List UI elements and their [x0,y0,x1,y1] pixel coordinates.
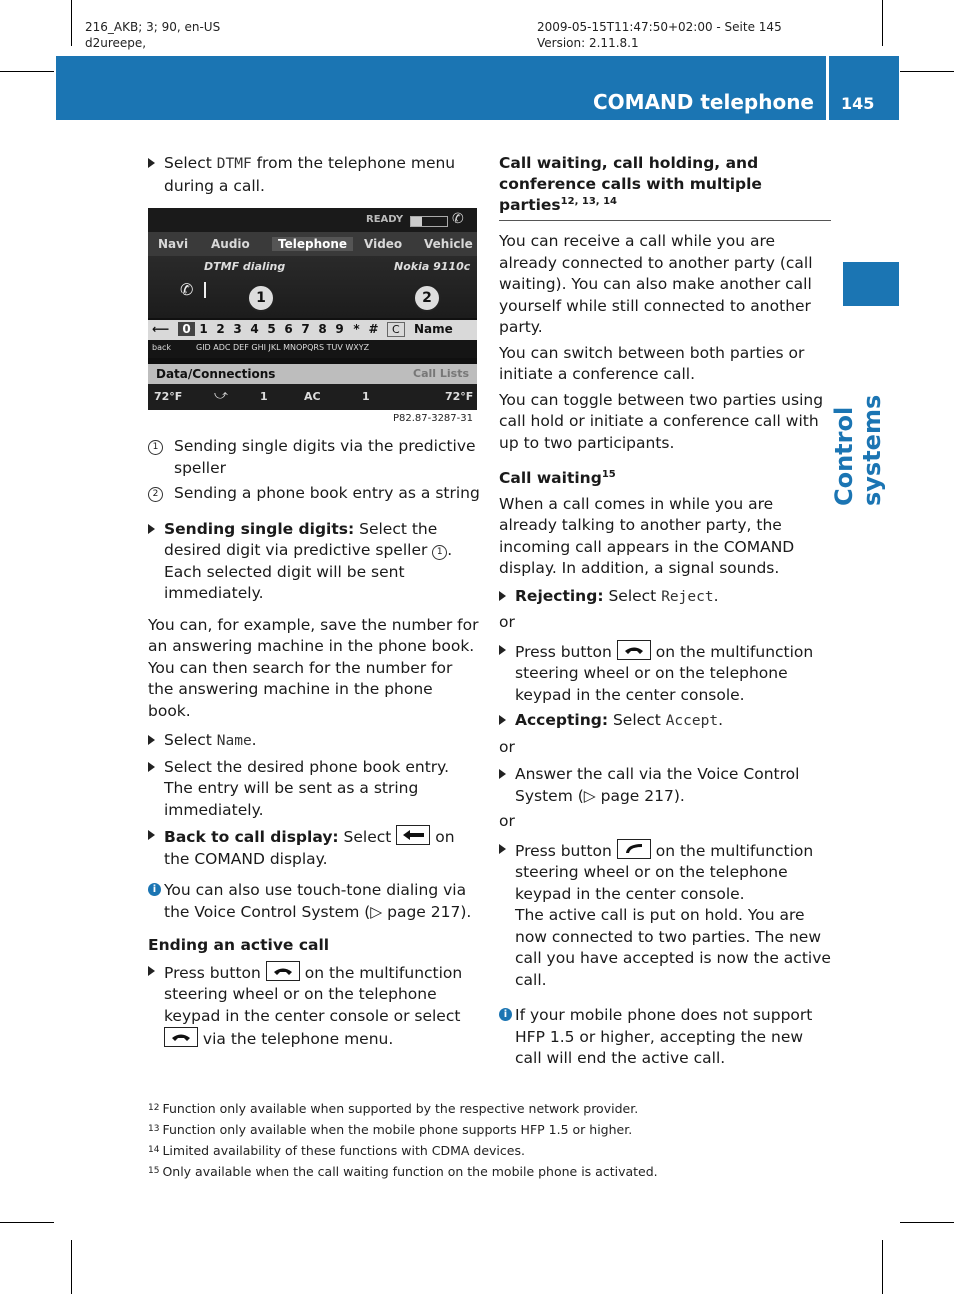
step-text: Press button [515,841,617,860]
instruction-step [148,730,480,753]
footnote-number: 15 [148,1166,160,1176]
temp-right: 72°F [445,390,474,403]
comand-display-screenshot [148,208,477,428]
or-separator: or [499,613,515,631]
tab-telephone: Telephone [272,237,353,251]
print-meta-left [85,19,220,51]
tab-navi: Navi [158,237,189,251]
device-label: Nokia 9110c [394,260,471,273]
step-text: Select the desired digit via predictive speller [164,519,438,559]
step-text: from the telephone menu during a call. [164,154,456,195]
step-text: on the multifunction steering wheel or on the telephone keypad in the center console. [515,841,814,903]
speller-digit: 9 [335,322,344,336]
step-text: Answer the call via the Voice Control System (▷ page 217). [515,765,800,805]
data-connections-row [148,364,477,384]
section-heading: Ending an active call [148,936,330,954]
step-text: on the multifunction steering wheel or on the telephone keypad in the center console or select [164,963,463,1025]
right-column [499,153,831,1080]
speller-digit: 3 [233,322,242,336]
arrow-bullet-icon [148,762,155,772]
cursor [204,282,206,298]
meta-line: d2ureepe, [85,36,147,50]
heading-text: Call waiting, call holding, and conference calls with multiple parties [499,154,762,214]
speller-digit: 8 [318,322,327,336]
side-tab-label: Control systems [830,394,886,506]
arrow-bullet-icon [499,591,506,601]
call-area [148,256,477,318]
info-note [499,1005,831,1070]
arrow-bullet-icon [499,769,506,779]
crop-mark [900,71,954,72]
speller-digit: 2 [216,322,225,336]
heading-text: Call waiting [499,469,602,487]
step-continuation: The active call is put on hold. You are now connected to two parties. The new call you have accepted is now the active call. [515,906,831,989]
note-text: You can also use touch-tone dialing via the Voice Control System (▷ page 217). [164,881,472,921]
info-icon: i [148,883,161,896]
name-key: Name [414,322,453,336]
instruction-step [499,710,831,733]
meta-line: Version: 2.11.8.1 [537,36,639,50]
callout-1: 1 [247,284,275,312]
legend-text: Sending a phone book entry as a string [174,484,480,502]
step-text: Press button [515,642,617,661]
step-text: Select [338,828,397,846]
temp-left: 72°F [154,390,183,403]
step-text: Select [603,586,662,605]
step-label: Rejecting: [515,586,604,605]
instruction-step [499,586,831,609]
phone-icon: ✆ [180,280,194,299]
speller-digit: * [353,322,360,336]
arrow-bullet-icon [148,830,155,840]
arrow-bullet-icon [148,966,155,976]
print-meta-right [537,19,782,51]
step-text: . [447,541,453,559]
status-bar [148,208,477,232]
seat-right: 1 [362,390,370,403]
meta-line: 216_AKB; 3; 90, en-US [85,20,221,34]
climate-row [148,384,477,410]
step-text: . [718,711,724,729]
paragraph: You can, for example, save the number for an answering machine in the phone book. You can then search for the number for the answering machine in the phone book. [148,615,479,720]
handset-icon: ✆ [452,211,464,227]
end-call-key-icon [266,961,300,981]
footnote-number: 14 [148,1145,160,1155]
step-text: Select [164,731,217,749]
note-text: If your mobile phone does not support HFP 1.5 or higher, accepting the new call will end the active call. [515,1006,813,1067]
speller-digits [178,322,382,336]
step-text: on the COMAND display. [164,828,455,868]
arrow-bullet-icon [148,735,155,745]
crop-mark [882,1240,883,1294]
end-call-key-icon [164,1027,198,1047]
meta-line: 2009-05-15T11:47:50+02:00 - Seite 145 [537,20,782,34]
speller-row [148,320,477,340]
info-icon: i [499,1008,512,1021]
or-separator: or [499,737,515,756]
legend-text: Sending single digits via the predictive speller [174,437,476,477]
ac-label: AC [304,390,321,403]
arrow-bullet-icon [499,844,506,854]
inline-number: 1 [432,545,447,560]
seat-left: 1 [260,390,268,403]
speller-digit: 7 [301,322,310,336]
callout-2: 2 [413,284,441,312]
back-key-icon [396,825,430,845]
letter-row [148,340,477,358]
legend-item [148,483,480,505]
page-title: COMAND telephone [592,90,814,114]
legend-item [148,436,480,479]
reference-row [148,410,477,428]
seat-fan-icon: ⤻ [214,388,228,403]
footnote-text: Only available when the call waiting function on the mobile phone is activated. [162,1164,658,1179]
step-text: Select [164,154,217,172]
step-label: Back to call display: [164,828,339,846]
crop-mark [882,0,883,46]
status-ready: READY [366,214,404,225]
paragraph: You can toggle between two parties using call hold or initiate a conference call with up to two participants. [499,390,824,452]
instruction-step [148,519,480,605]
crop-mark [900,1222,954,1223]
speller-digit: 4 [250,322,259,336]
paragraph: When a call comes in while you are already talking to another party, the incoming call appears in the COMAND display. In addition, a signal sounds. [499,494,795,577]
step-text: via the telephone menu. [198,1030,394,1048]
instruction-step [148,757,480,822]
section-heading [499,153,831,221]
footnote [148,1140,848,1161]
step-text: Select [608,711,666,729]
mode-label: DTMF dialing [204,260,286,273]
arrow-bullet-icon [499,715,506,725]
speller-digit: 5 [267,322,276,336]
menu-bar [148,232,477,256]
instruction-step [499,764,831,807]
tab-video: Video [364,237,403,251]
speller-digit: # [368,322,379,336]
left-column-body [148,436,480,1055]
info-note [148,880,480,923]
tab-audio: Audio [211,237,250,251]
back-label: back [152,343,172,352]
data-connections-label: Data/Connections [156,367,276,381]
menu-item-name: Name [216,733,252,749]
letter-groups: GID ADC DEF GHI JKL MNOPQRS TUV WXYZ [196,343,370,352]
step-text: on the multifunction steering wheel or on the telephone keypad in the center console. [515,642,814,704]
legend-number: 1 [148,440,163,455]
left-column [148,153,480,201]
back-arrow-icon: ⟵ [152,322,170,336]
footnote [148,1098,848,1119]
or-separator: or [499,812,515,830]
page-number-box [829,56,899,120]
footnote [148,1119,848,1140]
instruction-step [148,153,480,197]
legend-number: 2 [148,487,163,502]
instruction-step [148,825,480,870]
accept-call-key-icon [617,839,651,859]
arrow-bullet-icon [148,524,155,534]
end-call-key-icon [617,640,651,660]
speller-digit: 1 [199,322,208,336]
instruction-step [148,961,480,1051]
step-continuation: Each selected digit will be sent immediately. [164,562,405,602]
speller-digit: 0 [178,322,195,336]
page-number: 145 [841,94,875,113]
instruction-step [499,839,831,992]
paragraph: You can receive a call while you are already connected to another party (call waiting). You can also make another call yourself while still connected to another party. [499,232,813,336]
step-label: Sending single digits: [164,519,355,538]
paragraph: You can switch between both parties or initiate a conference call. [499,343,805,383]
footnotes [148,1098,848,1182]
menu-item-accept: Accept [665,713,719,729]
tab-vehicle: Vehicle [424,237,473,251]
step-continuation: The entry will be sent as a string immediately. [164,779,419,819]
section-heading [499,468,831,490]
instruction-step [499,640,831,707]
footnote-text: Function only available when supported by the respective network provider. [162,1101,639,1116]
footnote-number: 13 [148,1124,160,1134]
arrow-bullet-icon [499,645,506,655]
footnote [148,1161,848,1182]
figure-reference: P82.87-3287-31 [392,413,473,424]
arrow-bullet-icon [148,158,155,168]
step-text: . [251,731,257,749]
crop-mark [0,71,54,72]
step-label: Accepting: [515,711,609,729]
step-text: Select the desired phone book entry. [164,757,450,776]
step-text: Press button [164,963,266,982]
key-c: C [387,322,405,337]
footnote-ref: 12, 13, 14 [560,195,617,207]
crop-mark [0,1222,54,1223]
call-lists-label: Call Lists [413,367,469,380]
menu-item-reject: Reject [661,588,714,605]
footnote-ref: 15 [601,468,616,480]
signal-strength-icon [410,216,448,227]
crop-mark [71,0,72,46]
footnote-text: Limited availability of these functions with CDMA devices. [162,1143,525,1158]
footnote-text: Function only available when the mobile phone supports HFP 1.5 or higher. [162,1122,633,1137]
crop-mark [71,1240,72,1294]
step-text: . [713,586,719,605]
footnote-number: 12 [148,1103,160,1113]
header-bar [56,56,826,120]
speller-digit: 6 [284,322,293,336]
menu-item-dtmf: DTMF [216,156,252,172]
